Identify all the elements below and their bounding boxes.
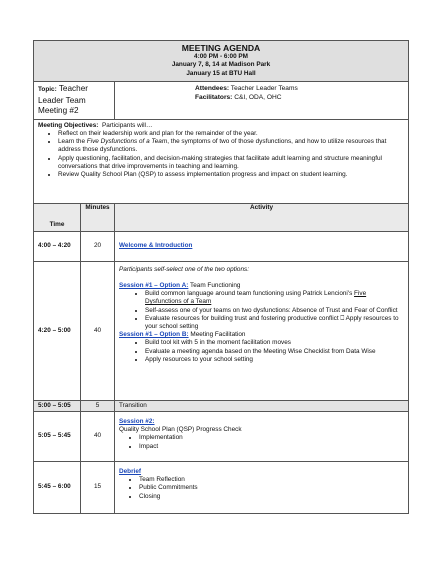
- list-item: • Evaluate a meeting agenda based on the Meeting Wise Checklist from Data Wise: [145, 348, 404, 356]
- objective-item: • Review Quality School Plan (QSP) to assess implementation progress and impact on student learning.: [58, 171, 404, 179]
- agenda-dates: January 7, 8, 14 at Madison Park: [171, 61, 271, 69]
- session-2-link[interactable]: Session #2:: [119, 417, 155, 425]
- activity-cell: Transition: [115, 400, 409, 411]
- session-intro: Participants self-select one of the two options:: [119, 265, 250, 273]
- objectives-intro: Participants will…: [101, 121, 153, 129]
- list-item: • Build common language around team functioning using Patrick Lencioni's Five Dysfunctions of a Team: [145, 290, 404, 306]
- option-b-link[interactable]: Session #1 – Option B:: [119, 331, 189, 339]
- facilitators-value: C&I, ODA, OHC: [234, 94, 282, 102]
- time-cell: 5:45 – 6:00: [34, 461, 81, 513]
- list-item: • Impact: [139, 443, 404, 451]
- agenda-document: [33, 40, 408, 514]
- time-cell: 4:20 – 5:00: [34, 261, 81, 400]
- minutes-cell: 5: [81, 400, 115, 411]
- option-b-title: Meeting Facilitation: [188, 331, 246, 339]
- minutes-cell: 40: [81, 411, 115, 461]
- list-item: • Apply resources to your school setting: [145, 356, 404, 364]
- session-2-list: [119, 434, 404, 450]
- objective-item: • Learn the Five Dysfunctions of a Team, the symptoms of two of those dysfunctions, and how to utilize resources that address those dysfunctions.: [58, 138, 404, 154]
- list-item: • Self-assess one of your teams on two dysfunctions: Absence of Trust and Fear of Conflict: [145, 307, 404, 315]
- option-b-list: [119, 339, 404, 364]
- minutes-cell: 20: [81, 231, 115, 261]
- topic-label: Topic:: [38, 86, 57, 94]
- objectives-cell: [34, 119, 409, 203]
- objective-item: • Reflect on their leadership work and plan for the remainder of the year.: [58, 130, 404, 138]
- activity-cell: [115, 231, 409, 261]
- time-cell: 5:00 – 5:05: [34, 400, 81, 411]
- welcome-link[interactable]: Welcome & Introduction: [119, 242, 193, 250]
- topic-cell: [34, 82, 115, 120]
- agenda-location: January 15 at BTU Hall: [186, 69, 256, 77]
- facilitators-label: Facilitators:: [195, 94, 233, 102]
- activity-column-header: Activity: [115, 203, 409, 231]
- agenda-header: [34, 41, 409, 82]
- list-item: • Implementation: [139, 434, 404, 442]
- session-2-title: Quality School Plan (QSP) Progress Check: [119, 426, 242, 434]
- minutes-cell: 40: [81, 261, 115, 400]
- topic-value: Teacher Leader Team Meeting #2: [38, 84, 88, 116]
- minutes-column-header: Minutes: [81, 203, 115, 231]
- list-item: • Build tool kit with 5 in the moment facilitation moves: [145, 339, 404, 347]
- list-item: • Public Commitments: [139, 484, 404, 492]
- agenda-title: MEETING AGENDA: [181, 43, 261, 53]
- debrief-list: [119, 476, 404, 501]
- attendees-label: Attendees:: [195, 85, 230, 93]
- agenda-time: 4:00 PM - 6:00 PM: [194, 53, 248, 60]
- activity-cell: [115, 261, 409, 400]
- objectives-label: Meeting Objectives:: [38, 121, 99, 129]
- agenda-table: [33, 40, 409, 514]
- list-item: • Closing: [139, 493, 404, 501]
- activity-cell: [115, 411, 409, 461]
- time-cell: 5:05 – 5:45: [34, 411, 81, 461]
- option-a-link[interactable]: Session #1 – Option A:: [119, 281, 189, 289]
- list-item: • Evaluate resources for building trust and fostering productive conflict ⎕ Apply resources to your school setting: [145, 315, 404, 331]
- debrief-link[interactable]: Debrief: [119, 467, 142, 475]
- attendees-cell: [115, 82, 409, 120]
- option-a-list: [119, 290, 404, 331]
- objectives-list: [38, 130, 404, 179]
- option-a-title: Team Functioning: [188, 281, 241, 289]
- objective-item: • Apply questioning, facilitation, and decision-making strategies that facilitate adult learning and structure meaningful conversations that drive improvements in teaching and learning.: [58, 155, 404, 171]
- list-item: • Team Reflection: [139, 476, 404, 484]
- time-column-header: Time: [34, 203, 81, 231]
- attendees-value: Teacher Leader Teams: [230, 85, 298, 93]
- minutes-cell: 15: [81, 461, 115, 513]
- activity-cell: [115, 461, 409, 513]
- time-cell: 4:00 – 4:20: [34, 231, 81, 261]
